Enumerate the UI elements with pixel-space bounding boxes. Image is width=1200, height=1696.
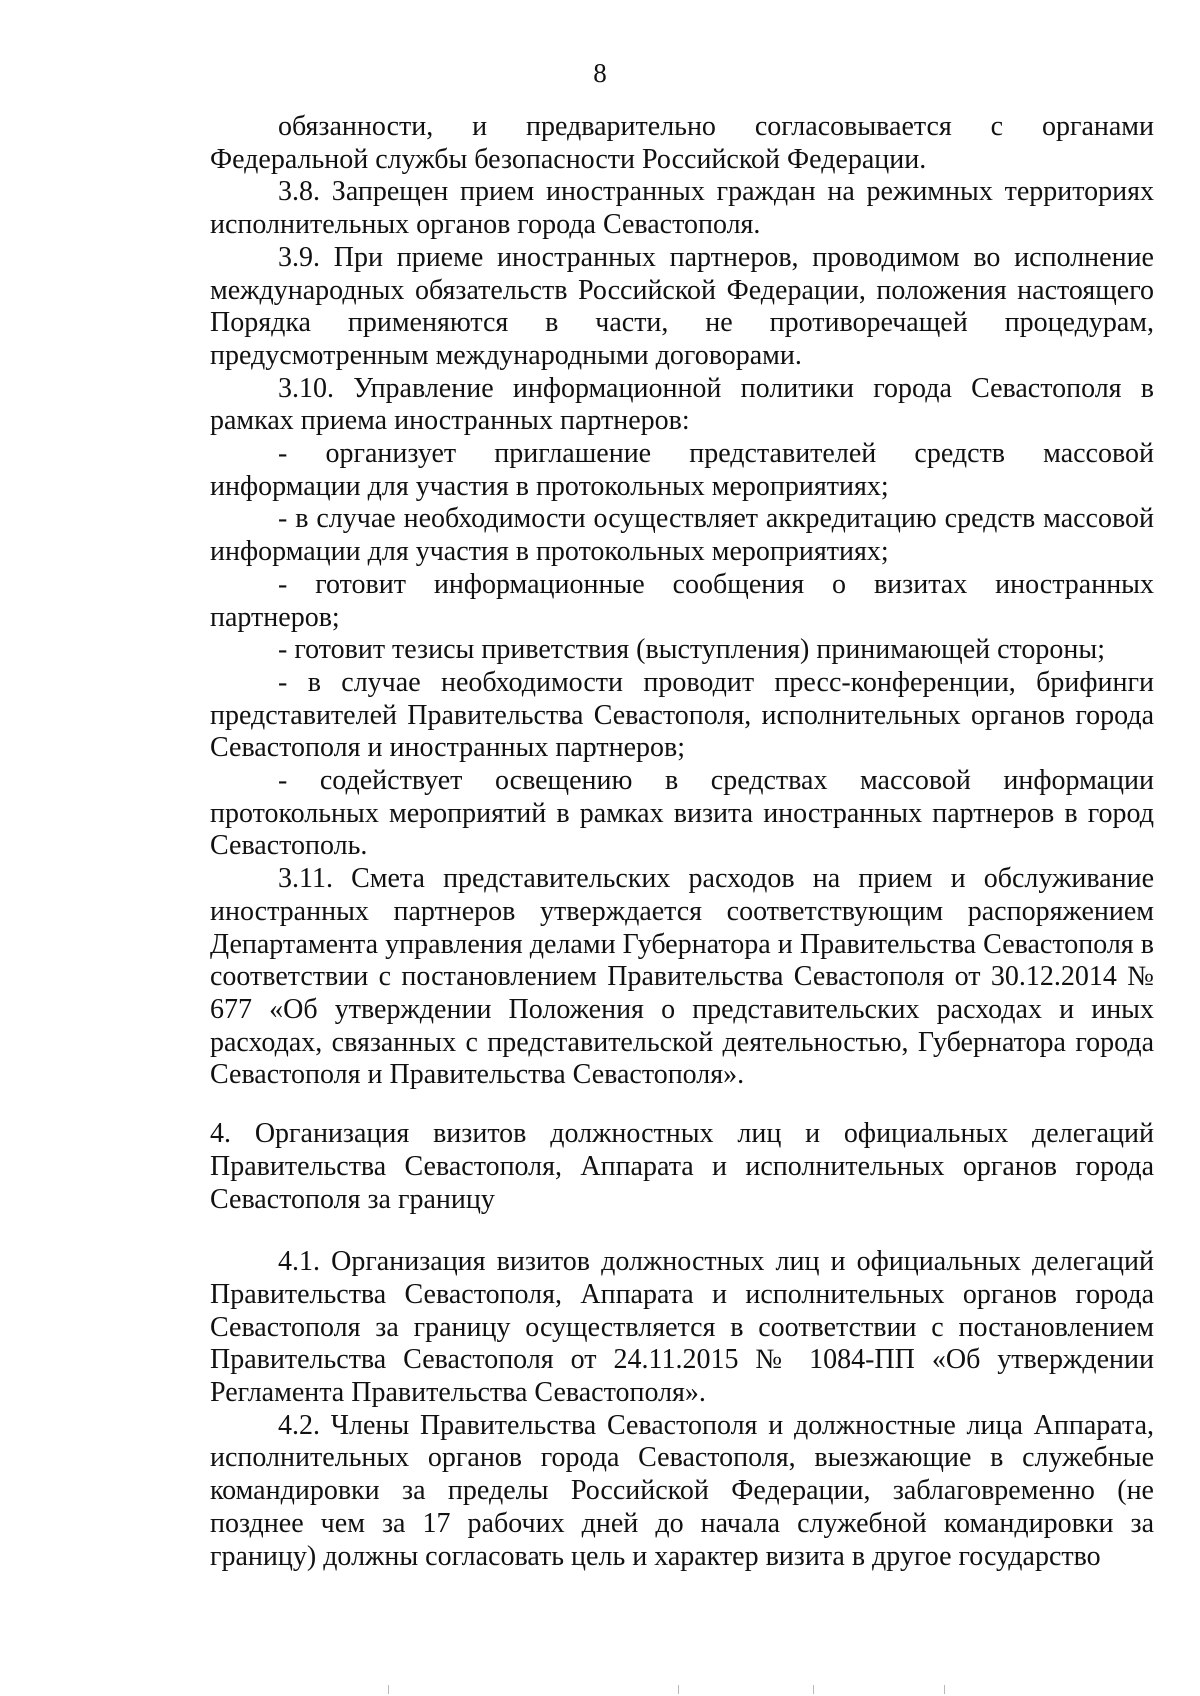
document-body xyxy=(210,111,1154,1573)
list-item-info-messages: - готовит информационные сообщения о визитах иностранных партнеров; xyxy=(210,568,1154,633)
list-item-accreditation: - в случае необходимости осуществляет аккредитацию средств массовой информации для участия в протокольных мероприятиях; xyxy=(210,503,1154,568)
list-item-press-conferences: - в случае необходимости проводит пресс-конференции, брифинги представителей Правительства Севастополя, исполнительных органов города Севастополя и иностранных партнеров; xyxy=(210,666,1154,764)
paragraph-3-9: 3.9. При приеме иностранных партнеров, проводимом во исполнение международных обязательств Российской Федерации, положения настоящего Порядка применяются в части, не противоречащей процедурам, предусмотренным международными договорами. xyxy=(210,241,1154,371)
list-item-invite-media: - организует приглашение представителей средств массовой информации для участия в протокольных мероприятиях; xyxy=(210,438,1154,502)
paragraph-4-1: 4.1. Организация визитов должностных лиц и официальных делегаций Правительства Севастополя, Аппарата и исполнительных органов города Севастополя за границу осуществляется в соответствии с постановлением Правительства Севастополя от 24.11.2015 № 1084-ПП «Об утверждении Регламента Правительства Севастополя». xyxy=(210,1246,1154,1409)
list-item-media-coverage: - содействует освещению в средствах массовой информации протокольных мероприятий в рамках визита иностранных партнеров в город Севастополь. xyxy=(210,765,1154,862)
page-number: 8 xyxy=(593,58,607,88)
paragraph-continuation: обязанности, и предварительно согласовывается с органами Федеральной службы безопасности Российской Федерации. xyxy=(210,111,1154,175)
section-heading-4: 4. Организация визитов должностных лиц и официальных делегаций Правительства Севастополя, Аппарата и исполнительных органов города Севастополя за границу xyxy=(210,1118,1154,1215)
paragraph-3-8: 3.8. Запрещен прием иностранных граждан на режимных территориях исполнительных органов города Севастополя. xyxy=(210,176,1154,241)
list-item-greeting-theses: - готовит тезисы приветствия (выступления) принимающей стороны; xyxy=(278,634,1105,666)
paragraph-4-2: 4.2. Члены Правительства Севастополя и должностные лица Аппарата, исполнительных органов города Севастополя, выезжающие в служебные командировки за пределы Российской Федерации, заблаговременно (не позднее чем за 17 рабочих дней до начала служебной командировки за границу) должны согласовать цель и характер визита в другое государство xyxy=(210,1409,1154,1572)
scan-edge-marks xyxy=(0,1685,1200,1696)
paragraph-3-11: 3.11. Смета представительских расходов на прием и обслуживание иностранных партнеров утверждается соответствующим распоряжением Департамента управления делами Губернатора и Правительства Севастополя в соответствии с постановлением Правительства Севастополя от 30.12.2014 № 677 «Об утверждении Положения о представительских расходах и иных расходах, связанных с представительской деятельностью, Губернатора города Севастополя и Правительства Севастополя». xyxy=(210,863,1154,1091)
paragraph-3-10: 3.10. Управление информационной политики города Севастополя в рамках приема иностранных партнеров: xyxy=(210,372,1154,437)
